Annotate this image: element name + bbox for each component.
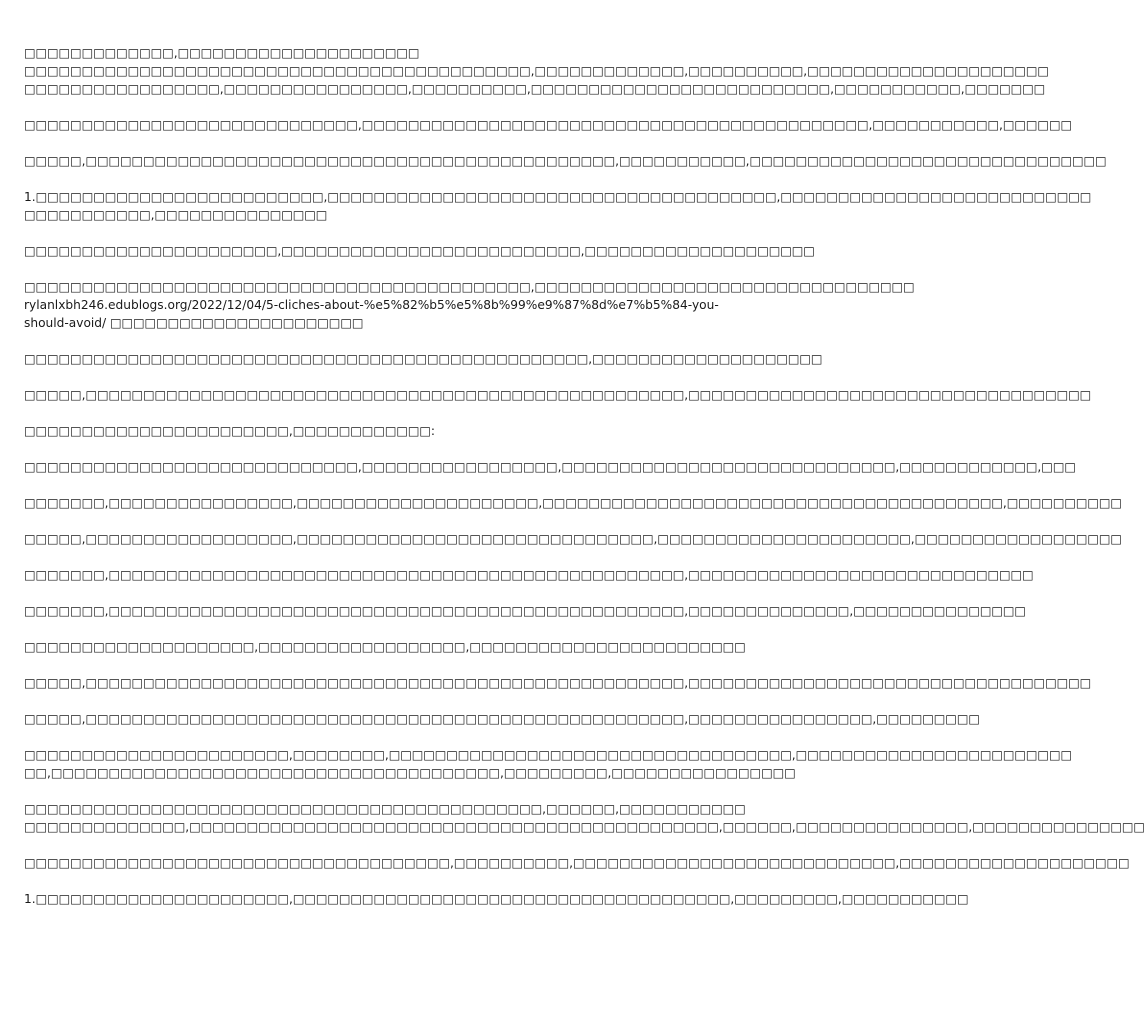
text-line: □□□□□□□□□□□□□□□□□□□□□□□□□□□□□□□□□□□□□□□□□□□□□□□□□,□□□□□□□□□□□□□□□□□□□□	[24, 352, 823, 366]
paragraph	[24, 116, 1072, 134]
text-line: □□□□□□□□□□□□□□□□□,□□□□□□□□□□□□□□□□,□□□□□□□□□□,□□□□□□□□□□□□□□□□□□□□□□□□□□,□□□□□□□□□□□,□□□□□□□	[24, 82, 1046, 96]
paragraph	[24, 746, 1072, 782]
text-line: □□,□□□□□□□□□□□□□□□□□□□□□□□□□□□□□□□□□□□□□□□,□□□□□□□□□,□□□□□□□□□□□□□□□□	[24, 766, 796, 780]
paragraph	[24, 854, 1130, 872]
paragraph	[24, 242, 815, 260]
paragraph	[24, 386, 1092, 404]
paragraph	[24, 152, 1107, 170]
paragraph	[24, 530, 1122, 548]
text-line: rylanlxbh246.edublogs.org/2022/12/04/5-cliches-about-%e5%82%b5%e5%8b%99%e9%87%8d%e7%b5%84-you-	[24, 298, 719, 312]
text-line: □□□□□□□□□□□□□□□□□□□□□□□,□□□□□□□□,□□□□□□□□□□□□□□□□□□□□□□□□□□□□□□□□□□□,□□□□□□□□□□□□□□□□□□□□□□□□	[24, 748, 1072, 762]
text-line: should-avoid/ □□□□□□□□□□□□□□□□□□□□□□	[24, 316, 364, 330]
text-line: □□□□□,□□□□□□□□□□□□□□□□□□□□□□□□□□□□□□□□□□□□□□□□□□□□□□,□□□□□□□□□□□,□□□□□□□□□□□□□□□□□□□□□□□□□□□□□□□	[24, 154, 1107, 168]
text-line: 1.□□□□□□□□□□□□□□□□□□□□□□□□□,□□□□□□□□□□□□□□□□□□□□□□□□□□□□□□□□□□□□□□□,□□□□□□□□□□□□□□□□□□□□□□□□□□□	[24, 190, 1092, 204]
text-line: □□□□□□□□□□□□□□□□□□□□□□,□□□□□□□□□□□□□□□□□□□□□□□□□□,□□□□□□□□□□□□□□□□□□□□	[24, 244, 815, 258]
paragraph	[24, 350, 823, 368]
paragraph	[24, 44, 1049, 98]
paragraph	[24, 278, 915, 332]
text-line: □□□□□□□□□□□□□□□□□□□□□□□□□□□□□□□□□□□□□□□□□□□□,□□□□□□□□□□□□□,□□□□□□□□□□,□□□□□□□□□□□□□□□□□□□□□	[24, 64, 1049, 78]
paragraph	[24, 458, 1076, 476]
paragraph	[24, 674, 1092, 692]
text-line: □□□□□□□□□□□□□□□□□□□□□□□□□□□□□□□□□□□□□□□□□□□□□,□□□□□□,□□□□□□□□□□□	[24, 802, 746, 816]
text-line: □□□□□□□□□□□□□□□□□□□□□□□□□□□□□,□□□□□□□□□□□□□□□□□□□□□□□□□□□□□□□□□□□□□□□□□□□□,□□□□□□□□□□□,□□□□□□	[24, 118, 1072, 132]
paragraph	[24, 710, 980, 728]
text-line: □□□□□,□□□□□□□□□□□□□□□□□□□□□□□□□□□□□□□□□□□□□□□□□□□□□□□□□□□□,□□□□□□□□□□□□□□□□□□□□□□□□□□□□□□□□□□□	[24, 676, 1092, 690]
text-line: □□□□□□□□□□□□□□□□□□□□□□□□□□□□□□□□□□□□□,□□□□□□□□□□,□□□□□□□□□□□□□□□□□□□□□□□□□□□□,□□□□□□□□□□□□□□□□□□□□	[24, 856, 1130, 870]
text-line: □□□□□□□□□□□,□□□□□□□□□□□□□□□	[24, 208, 328, 222]
text-line: □□□□□□□□□□□□□□□□□□□□□□□□□□□□□□□□□□□□□□□□□□□□,□□□□□□□□□□□□□□□□□□□□□□□□□□□□□□□□□	[24, 280, 915, 294]
text-line: □□□□□□□□□□□□□□□□□□□□,□□□□□□□□□□□□□□□□□□,□□□□□□□□□□□□□□□□□□□□□□□□	[24, 640, 746, 654]
text-line: □□□□□□□,□□□□□□□□□□□□□□□□,□□□□□□□□□□□□□□□□□□□□□,□□□□□□□□□□□□□□□□□□□□□□□□□□□□□□□□□□□□□□□□,□□□□□□□□□□	[24, 496, 1122, 510]
paragraph	[24, 494, 1122, 512]
text-line: □□□□□□□□□□□□□,□□□□□□□□□□□□□□□□□□□□□	[24, 46, 420, 60]
paragraph	[24, 800, 1145, 836]
document-body	[24, 44, 1145, 926]
text-line: 1.□□□□□□□□□□□□□□□□□□□□□□,□□□□□□□□□□□□□□□□□□□□□□□□□□□□□□□□□□□□□□,□□□□□□□□□,□□□□□□□□□□□	[24, 892, 969, 906]
text-line: □□□□□□□□□□□□□□□□□□□□□□□,□□□□□□□□□□□□:	[24, 424, 436, 438]
text-line: □□□□□□□,□□□□□□□□□□□□□□□□□□□□□□□□□□□□□□□□□□□□□□□□□□□□□□□□□□,□□□□□□□□□□□□□□□□□□□□□□□□□□□□□□	[24, 568, 1034, 582]
text-line: □□□□□,□□□□□□□□□□□□□□□□□□,□□□□□□□□□□□□□□□□□□□□□□□□□□□□□□□,□□□□□□□□□□□□□□□□□□□□□□,□□□□□□□□□□□□□□□□□□	[24, 532, 1122, 546]
paragraph	[24, 188, 1092, 224]
text-line: □□□□□□□□□□□□□□□□□□□□□□□□□□□□□,□□□□□□□□□□□□□□□□□,□□□□□□□□□□□□□□□□□□□□□□□□□□□□□,□□□□□□□□□□□□,□□□	[24, 460, 1076, 474]
text-line: □□□□□□□□□□□□□□,□□□□□□□□□□□□□□□□□□□□□□□□□□□□□□□□□□□□□□□□□□□□□□,□□□□□□,□□□□□□□□□□□□□□□,□□□□□□□□□□□□□□□	[24, 820, 1145, 834]
paragraph	[24, 638, 746, 656]
text-line: □□□□□□□,□□□□□□□□□□□□□□□□□□□□□□□□□□□□□□□□□□□□□□□□□□□□□□□□□□,□□□□□□□□□□□□□□,□□□□□□□□□□□□□□□	[24, 604, 1026, 618]
paragraph	[24, 566, 1034, 584]
paragraph	[24, 602, 1026, 620]
paragraph	[24, 422, 696, 440]
text-line: □□□□□,□□□□□□□□□□□□□□□□□□□□□□□□□□□□□□□□□□□□□□□□□□□□□□□□□□□□,□□□□□□□□□□□□□□□□□□□□□□□□□□□□□□□□□□□	[24, 388, 1092, 402]
text-line: □□□□□,□□□□□□□□□□□□□□□□□□□□□□□□□□□□□□□□□□□□□□□□□□□□□□□□□□□□,□□□□□□□□□□□□□□□□,□□□□□□□□□	[24, 712, 980, 726]
paragraph	[24, 890, 969, 908]
